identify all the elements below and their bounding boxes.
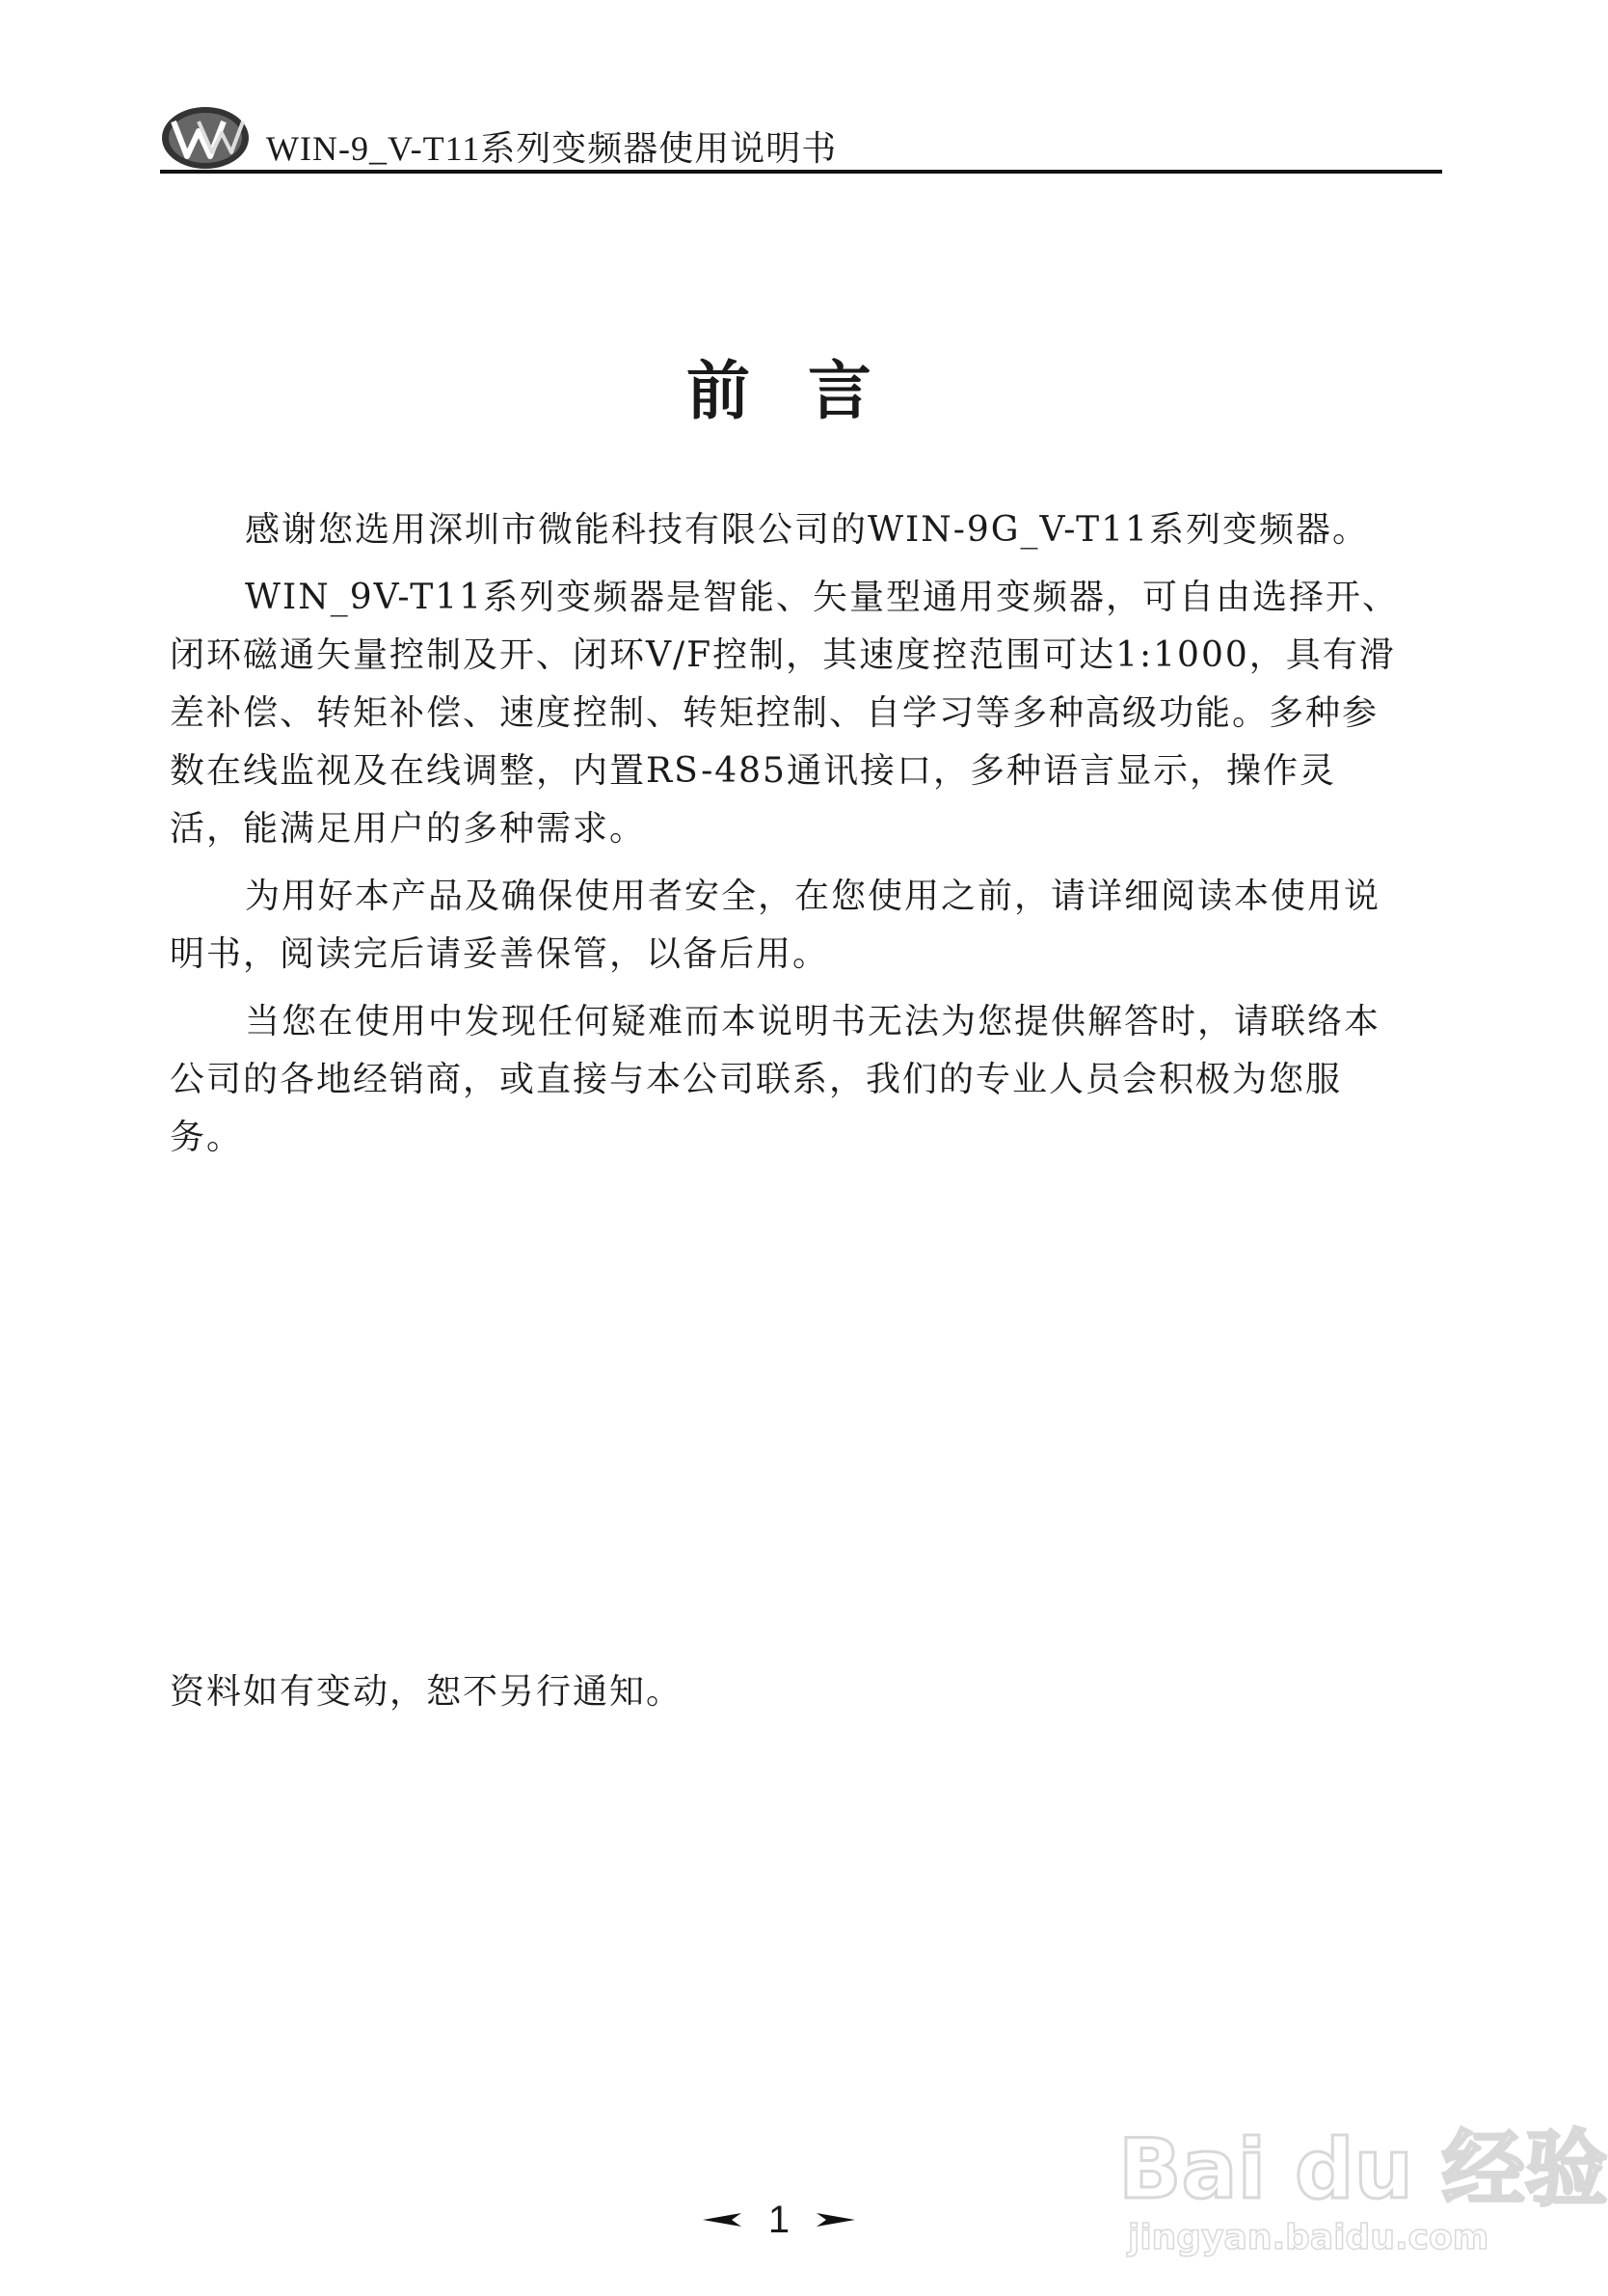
preface-paragraph: 当您在使用中发现任何疑难而本说明书无法为您提供解答时，请联络本公司的各地经销商，或直接与本公司联系，我们的专业人员会积极为您服务。 [170,1002,1381,1157]
preface-paragraph: 感谢您选用深圳市微能科技有限公司的WIN-9G_V-T11系列变频器。 [245,510,1369,550]
watermark-brand: Bai du 经验 [1118,2121,1608,2218]
preface-paragraph: WIN_9V-T11系列变频器是智能、矢量型通用变频器，可自由选择开、闭环磁通矢量控制及开、闭环V/F控制，其速度控范围可达1:1000，具有滑差补偿、转矩补偿、速度控制、转矩控制、自学习等多种高级功能。多种参数在线监视及在线调整，内置RS-485通讯接口，多种语言显示，操作灵活，能满足用户的多种需求。 [170,578,1400,849]
page-title: 前言 [686,354,929,428]
header-title: WIN-9_V-T11系列变频器使用说明书 [266,129,838,168]
preface-body [170,501,1404,1167]
company-w-logo-icon [160,104,252,172]
change-notice: 资料如有变动，恕不另行通知。 [170,1672,683,1712]
baidu-watermark [1118,2083,1608,2276]
arrow-left-icon [703,2213,741,2227]
page-header [160,96,1442,174]
header-divider [160,170,1442,174]
preface-paragraph: 为用好本产品及确保使用者安全，在您使用之前，请详细阅读本使用说明书，阅读完后请妥善保管，以备后用。 [170,877,1381,974]
arrow-right-icon [817,2213,855,2227]
watermark-url: jingyan.baidu.com [1128,2218,1489,2257]
page-number: 1 [767,2198,791,2241]
